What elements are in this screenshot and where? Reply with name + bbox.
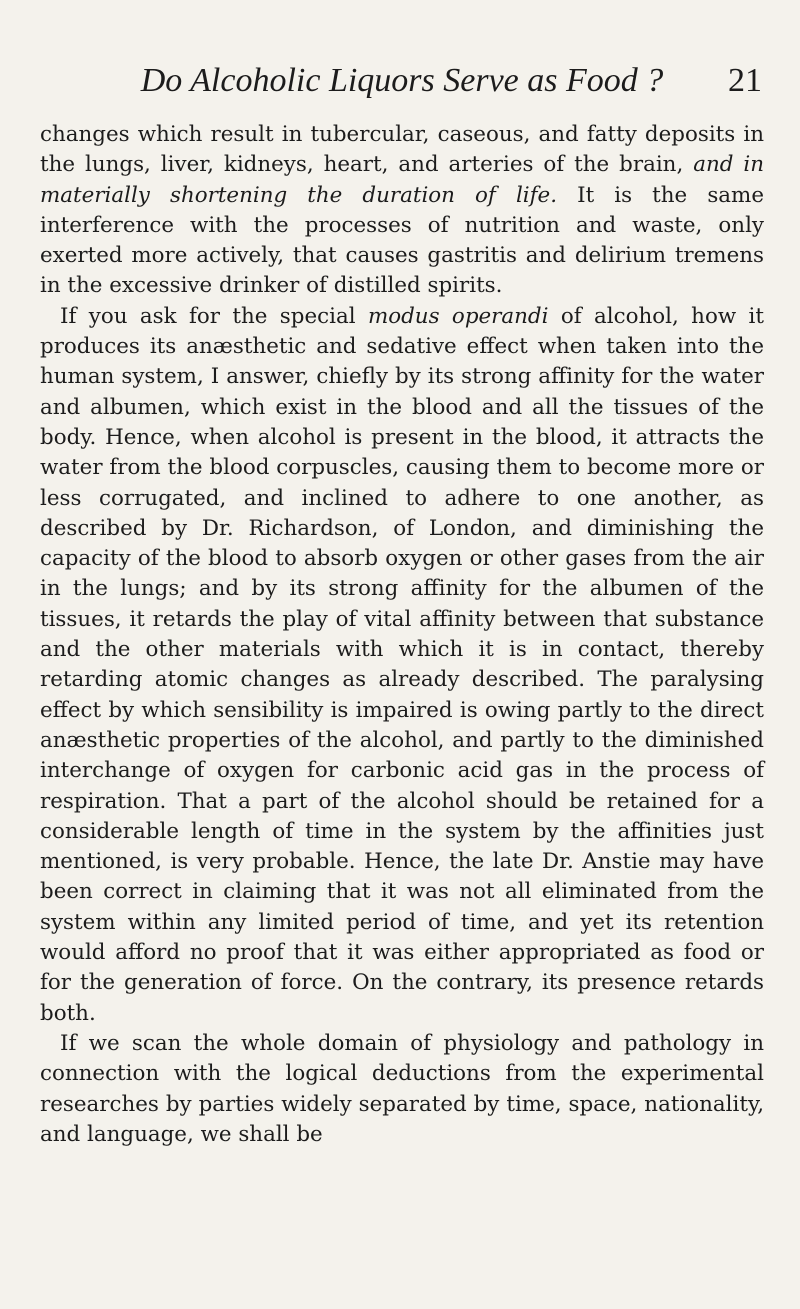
paragraph	[40, 120, 764, 302]
running-title: Do Alcoholic Liquors Serve as Food ?	[140, 62, 664, 99]
running-head	[40, 62, 764, 120]
text-run: If we scan the whole domain of physiology and pathology in connection with the logical deductions from the experimental researches by parties widely separated by time, space, nationality, and language, we shall be	[40, 1030, 764, 1147]
text-run: It is the same interference with the processes of nutrition and waste, only exerted more actively, that causes gastritis and delirium tremens in the excessive drinker of distilled spirits.	[40, 182, 764, 299]
italic-text-run: and in materially shortening the duration of life.	[40, 152, 764, 208]
paragraph	[40, 302, 764, 1029]
page-number: 21	[728, 62, 762, 99]
body-text	[40, 120, 764, 1150]
text-run: changes which result in tubercular, caseous, and fatty deposits in the lungs, liver, kidneys, heart, and arteries of the brain,	[40, 122, 764, 178]
paragraph	[40, 1029, 764, 1150]
text-run: If you ask for the special	[60, 303, 368, 329]
italic-text-run: modus operandi	[367, 303, 549, 329]
text-run: of alcohol, how it produces its anæsthetic and sedative effect when taken into the human system, I answer, chiefly by its strong affinity for the water and albumen, which exist in the blood and all the tissues of the body. Hence, when alcohol is present in the blood, it attracts the water from the blood corpuscles, causing them to become more or less corrugated, and inclined to adhere to one another, as described by Dr. Richardson, of London, and diminishing the capacity of the blood to absorb oxygen or other gases from the air in the lungs; and by its strong affinity for the albumen of the tissues, it retards the play of vital affinity between that substance and the other materials with which it is in contact, thereby retarding atomic changes as already described. The paralysing effect by which sensibility is impaired is owing partly to the direct anæsthetic properties of the alcohol, and partly to the diminished interchange of oxygen for carbonic acid gas in the process of respiration. That a part of the alcohol should be retained for a considerable length of time in the system by the affinities just mentioned, is very probable. Hence, the late Dr. Anstie may have been correct in claiming that it was not all eliminated from the system within any limited period of time, and yet its retention would afford no proof that it was either appropriated as food or for the generation of force. On the contrary, its presence retards both.	[40, 303, 764, 1026]
book-page	[40, 62, 764, 1150]
